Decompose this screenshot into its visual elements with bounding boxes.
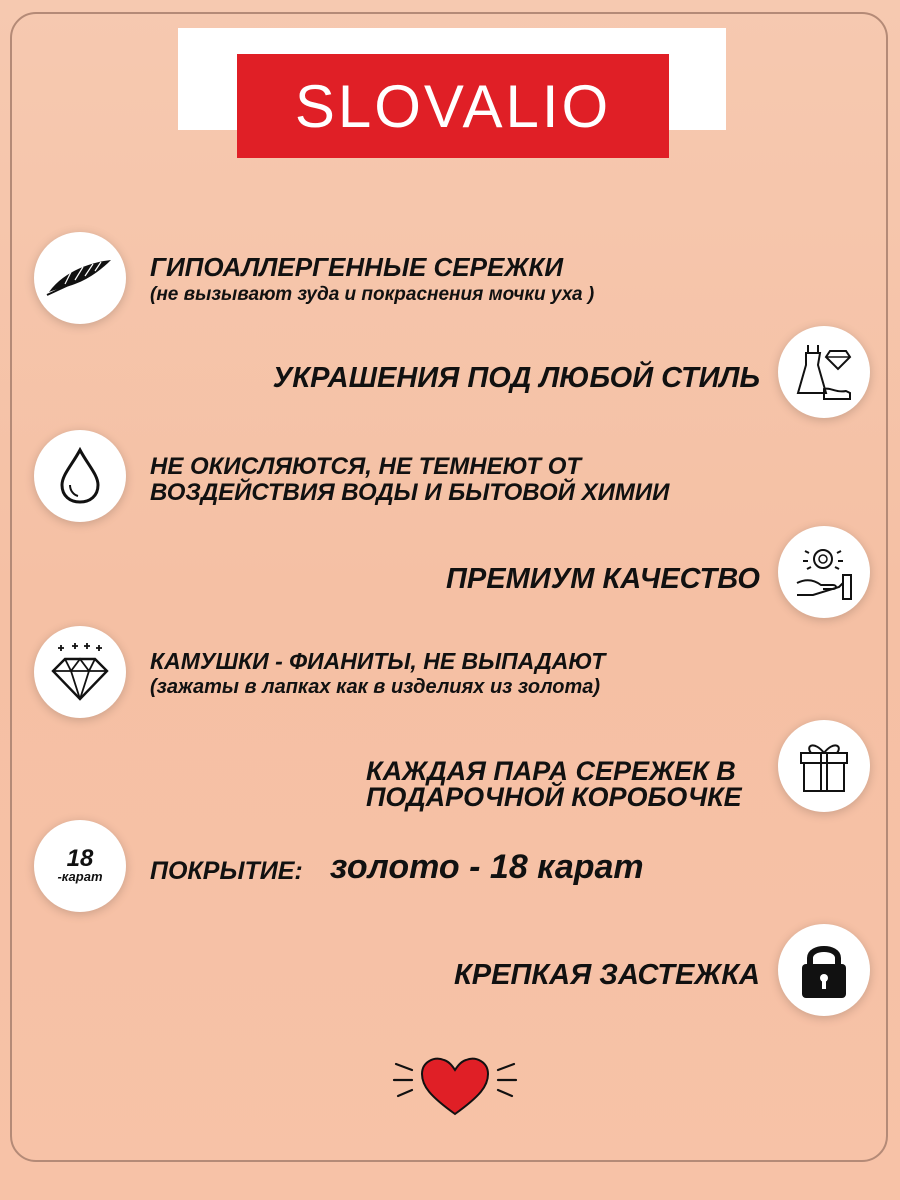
feature-no-oxidation-line2: ВОЗДЕЙСТВИЯ ВОДЫ И БЫТОВОЙ ХИМИИ [150,479,670,506]
quality-hand-icon [778,526,870,618]
karat-badge [57,845,103,884]
diamond-icon [34,626,126,718]
feature-hypoallergenic-title: ГИПОАЛЛЕРГЕННЫЕ СЕРЕЖКИ [150,252,564,282]
water-drop-icon [34,430,126,522]
feather-icon [34,232,126,324]
feature-gift-line1: КАЖДАЯ ПАРА СЕРЕЖЕК В [366,756,736,786]
brand-name: SLOVALIO [294,72,612,140]
feature-gift-line2: ПОДАРОЧНОЙ КОРОБОЧКЕ [366,782,742,812]
feature-stones-title: КАМУШКИ - ФИАНИТЫ, НЕ ВЫПАДАЮТ [150,648,606,674]
gift-box-icon [778,720,870,812]
heart-icon [390,1050,520,1120]
karat-number: 18 [66,845,94,872]
feature-clasp-title: КРЕПКАЯ ЗАСТЕЖКА [453,959,760,991]
feature-stones-subtitle: (зажаты в лапках как в изделиях из золота) [150,676,601,698]
padlock-icon [778,924,870,1016]
coating-value: золото - 18 карат [330,848,644,886]
karat-icon [34,820,126,912]
coating-label: ПОКРЫТИЕ: [150,857,303,885]
feature-no-oxidation-line1: НЕ ОКИСЛЯЮТСЯ, НЕ ТЕМНЕЮТ ОТ [150,453,582,480]
dress-shoe-diamond-icon [778,326,870,418]
heart-decoration [390,1050,520,1120]
feature-quality-title: ПРЕМИУМ КАЧЕСТВО [446,563,760,595]
brand-logo [237,54,669,158]
feature-hypoallergenic-subtitle: (не вызывают зуда и покраснения мочки уха ) [150,284,595,305]
karat-label: -карат [57,869,103,884]
feature-style-title: УКРАШЕНИЯ ПОД ЛЮБОЙ СТИЛЬ [272,362,760,394]
